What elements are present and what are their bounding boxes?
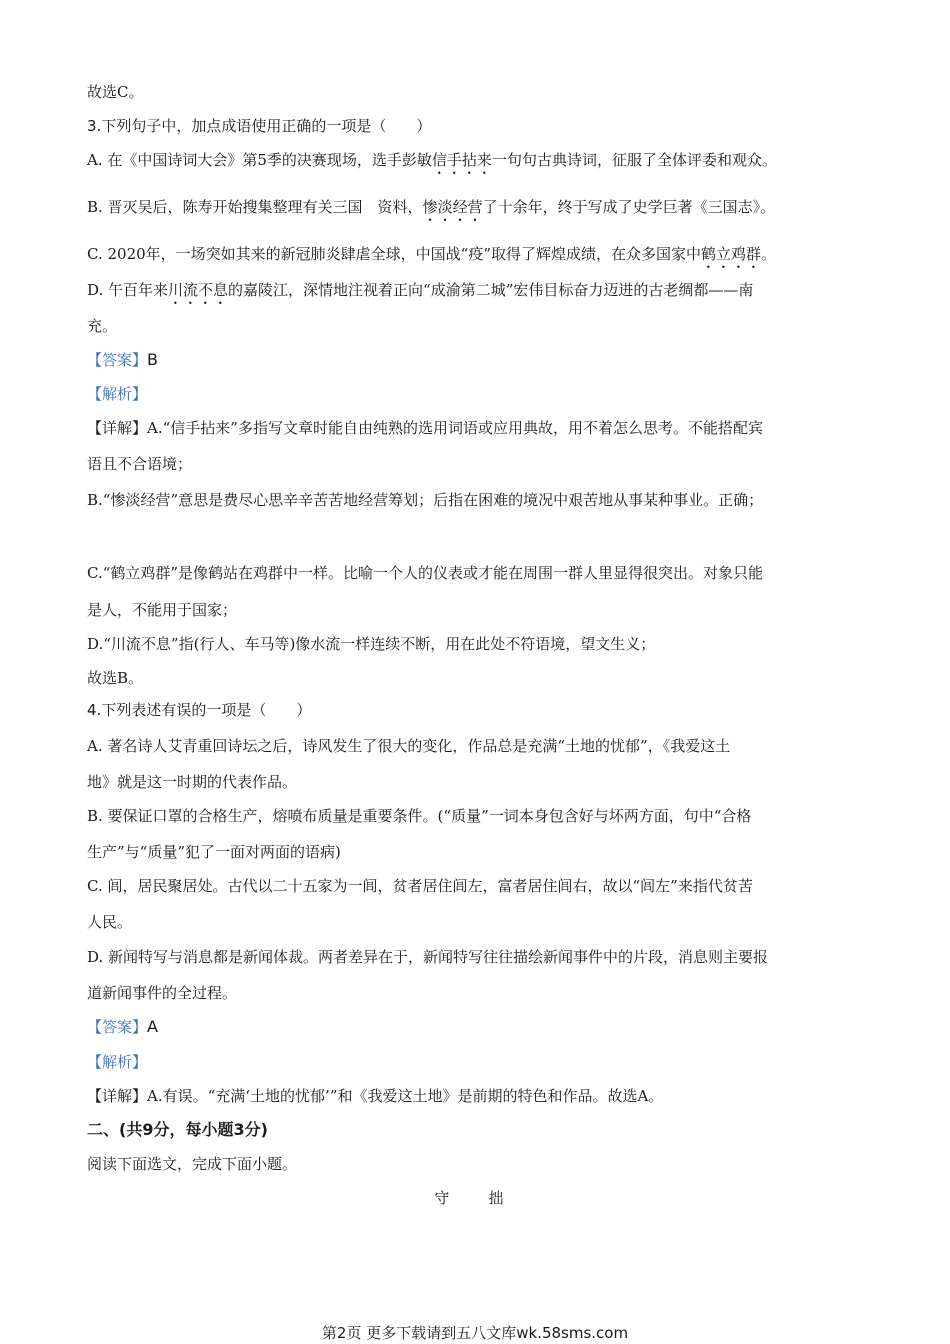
- option-3a: [87, 150, 777, 178]
- answer-label: 【答案】: [87, 1018, 148, 1036]
- page-footer: 第2页 更多下载请到五八文库wk.58sms.com: [321, 1324, 629, 1342]
- question-3-stem: [87, 116, 431, 136]
- section-heading: 二、(共9分，每小题3分): [87, 1120, 268, 1139]
- option-text: C. 2020年，一场突如其来的新冠肺炎肆虐全球，中国战“疫”取得了辉煌成绩，在众多国家中: [87, 245, 701, 263]
- option-text: 了十余年，终于写成了史学巨著《三国志》。: [482, 198, 776, 216]
- prev-conclusion: 故选C。: [87, 83, 144, 101]
- dotted-idiom: 川流不息: [168, 281, 229, 299]
- analysis-label: 【解析】: [87, 1053, 148, 1071]
- answer-value: A: [147, 1017, 158, 1036]
- option-text: 的嘉陵江，深情地注视着正向“成渝第二城”宏伟目标奋力迈进的古老绸都——南: [228, 281, 754, 299]
- passage-title: 守 拙: [434, 1189, 516, 1207]
- question-4-stem: [87, 700, 311, 720]
- detail-3a-cont: 语且不合语境；: [87, 455, 193, 473]
- answer-value: B: [147, 350, 158, 369]
- answer-3: [87, 350, 158, 370]
- question-number: 4.: [87, 701, 102, 719]
- option-4d-cont: 道新闻事件的全过程。: [87, 984, 238, 1002]
- detail-3c: C.“鹤立鸡群”是像鹤站在鸡群中一样。比喻一个人的仪表或才能在周围一群人里显得很突出。对象只能: [87, 564, 764, 582]
- analysis-label: 【解析】: [87, 385, 148, 403]
- option-4a-cont: 地》就是这一时期的代表作品。: [87, 773, 298, 791]
- detail-3c-cont: 是人，不能用于国家；: [87, 601, 238, 619]
- option-text: D. 午百年来: [87, 281, 169, 299]
- dotted-idiom: 惨淡经营: [422, 198, 483, 216]
- detail-text: A.有误。“充满‘土地的忧郁’”和《我爱这土地》是前期的特色和作品。故选A。: [147, 1087, 664, 1105]
- option-text: A. 在《中国诗词大会》第5季的决赛现场，选手彭敏: [87, 151, 432, 169]
- detail-3d: D.“川流不息”指(行人、车马等)像水流一样连续不断，用在此处不符语境，望文生义；: [87, 635, 656, 653]
- detail-label: 【详解】: [87, 419, 148, 437]
- option-text: B. 晋灭吴后，陈寿开始搜集整理有关三国 资料，: [87, 198, 423, 216]
- answer-4: [87, 1017, 158, 1037]
- option-4a: A. 著名诗人艾青重回诗坛之后，诗风发生了很大的变化，作品总是充满“土地的忧郁”，《我爱这土: [87, 737, 731, 755]
- reading-intro: 阅读下面选文，完成下面小题。: [87, 1155, 298, 1173]
- option-text: 。: [761, 245, 777, 263]
- detail-label: 【详解】: [87, 1087, 148, 1105]
- dotted-idiom: 鹤立鸡群: [701, 245, 762, 263]
- option-4d: D. 新闻特写与消息都是新闻体裁。两者差异在于，新闻特写往往描绘新闻事件中的片段，消息则主要报: [87, 948, 769, 966]
- answer-label: 【答案】: [87, 351, 148, 369]
- question-text: 下列句子中，加点成语使用正确的一项是（ ）: [101, 117, 432, 135]
- detail-3b: B.“惨淡经营”意思是费尽心思辛辛苦苦地经营筹划；后指在困难的境况中艰苦地从事某种事业。正确；: [87, 491, 764, 509]
- detail-text: A.“信手拈来”多指写文章时能自由纯熟的选用词语或应用典故，用不着怎么思考。不能搭配宾: [147, 419, 763, 437]
- option-3d-cont: 充。: [87, 317, 118, 335]
- option-3c: [87, 244, 776, 272]
- option-text: 一句句古典诗词，征服了全体评委和观众。: [491, 151, 777, 169]
- option-4c: C. 闾，居民聚居处。古代以二十五家为一闾，贫者居住闾左，富者居住闾右，故以“闾左”来指代贫苦: [87, 877, 753, 895]
- option-4c-cont: 人民。: [87, 913, 133, 931]
- conclusion-3: 故选B。: [87, 669, 144, 687]
- option-4b-cont: 生产”与“质量”犯了一面对两面的语病): [87, 843, 341, 861]
- question-number: 3.: [87, 117, 102, 135]
- option-3d: [87, 280, 753, 308]
- detail-4: [87, 1086, 663, 1106]
- option-4b: B. 要保证口罩的合格生产，熔喷布质量是重要条件。(“质量”一词本身包含好与坏两方面，句中“合格: [87, 807, 752, 825]
- dotted-idiom: 信手拈来: [431, 151, 492, 169]
- detail-3a: [87, 418, 763, 438]
- option-3b: [87, 197, 775, 225]
- question-text: 下列表述有误的一项是（ ）: [101, 701, 312, 719]
